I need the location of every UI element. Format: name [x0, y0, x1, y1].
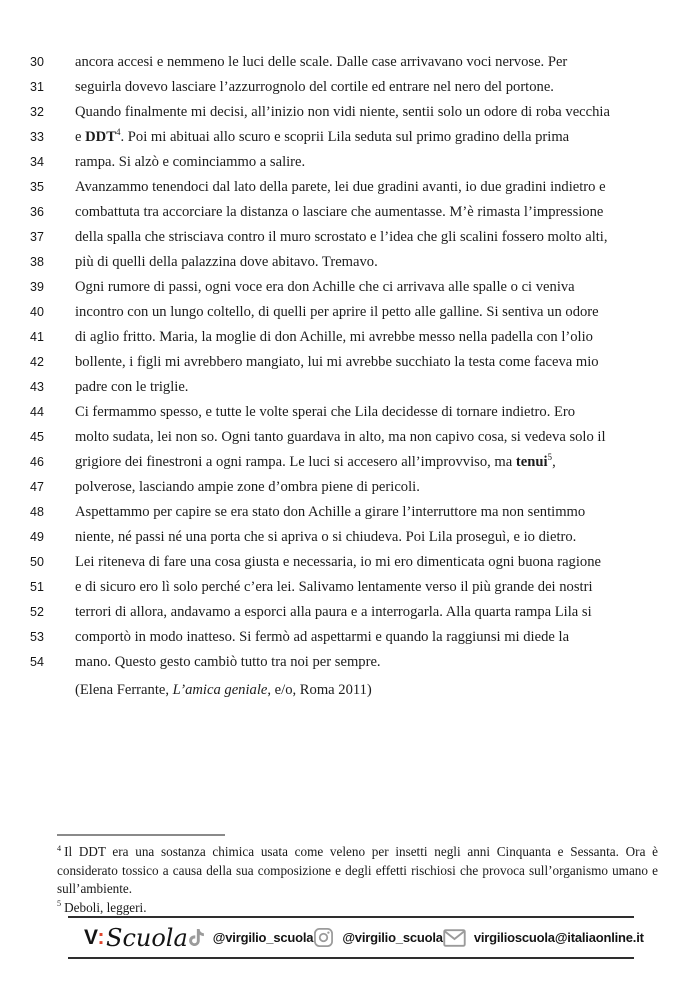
footnote-4	[57, 843, 658, 899]
line-number: 50	[30, 555, 44, 569]
line-number: 52	[30, 605, 44, 619]
footer-bottom-rule	[68, 957, 634, 959]
footnote-marker: 4	[57, 843, 62, 853]
line-number: 38	[30, 255, 44, 269]
logo-v-letter: V	[84, 925, 98, 949]
line-text: padre con le triglie.	[75, 379, 189, 395]
text-line	[30, 375, 678, 400]
line-text: seguirla dovevo lasciare l’azzurrognolo del cortile ed entrare nel nero del portone.	[75, 79, 554, 95]
line-number: 34	[30, 155, 44, 169]
line-text: Ci fermammo spesso, e tutte le volte sperai che Lila decidesse di tornare indietro. Ero	[75, 404, 576, 420]
footer-content	[68, 918, 644, 957]
line-text: ancora accesi e nemmeno le luci delle scale. Dalle case arrivavano voci nervose. Per	[75, 54, 568, 70]
line-text: della spalla che strisciava contro il muro scrostato e l’idea che gli scalini fossero molto alti,	[75, 229, 608, 245]
instagram-contact	[313, 927, 443, 948]
line-text: e DDT$^4$. Poi mi abituai allo scuro e scoprii Lila seduta sul primo gradino della prima	[75, 127, 570, 145]
text-line	[30, 425, 678, 450]
line-text: incontro con un lungo coltello, di quelli per aprire il petto alle galline. Si sentiva un odore	[75, 304, 599, 320]
line-text: Lei riteneva di fare una cosa giusta e necessaria, io mi ero dimenticata ogni buona ragione	[75, 554, 601, 570]
line-number: 31	[30, 80, 44, 94]
text-line	[30, 600, 678, 625]
text-line	[30, 175, 678, 200]
line-number: 37	[30, 230, 44, 244]
line-number: 54	[30, 655, 44, 669]
line-text: Avanzammo tenendoci dal lato della parete, lei due gradini avanti, io due gradini indietro e	[75, 179, 606, 195]
line-text: rampa. Si alzò e cominciammo a salire.	[75, 154, 306, 170]
tiktok-icon	[188, 928, 205, 947]
citation: (Elena Ferrante, L’amica geniale, e/o, Roma 2011)	[75, 682, 372, 698]
instagram-handle: @virgilio_scuola	[342, 930, 443, 945]
line-text: mano. Questo gesto cambiò tutto tra noi per sempre.	[75, 654, 381, 670]
line-number: 46	[30, 455, 44, 469]
footnote-text: Deboli, leggeri.	[64, 899, 147, 915]
line-number: 39	[30, 280, 44, 294]
instagram-icon	[313, 927, 334, 948]
line-number: 49	[30, 530, 44, 544]
text-line	[30, 225, 678, 250]
text-line	[30, 525, 678, 550]
footnotes-section	[57, 834, 658, 917]
footnote-separator	[57, 834, 225, 836]
line-text: Ogni rumore di passi, ogni voce era don Achille che ci arrivava alle spalle o ci veniva	[75, 279, 575, 295]
text-line	[30, 325, 678, 350]
text-line	[30, 75, 678, 100]
text-lines	[30, 50, 678, 675]
text-line	[30, 200, 678, 225]
line-number: 51	[30, 580, 44, 594]
line-text: bollente, i figli mi avrebbero mangiato, lui mi avrebbe succhiato la testa come faceva mio	[75, 354, 599, 370]
line-text: di aglio fritto. Maria, la moglie di don Achille, mi avrebbe messo nella padella con l’olio	[75, 329, 593, 345]
text-line	[30, 550, 678, 575]
text-line	[30, 625, 678, 650]
line-number: 48	[30, 505, 44, 519]
text-line	[30, 400, 678, 425]
logo-script-text: Scuola	[106, 923, 188, 952]
line-text: niente, né passi né una porta che si apriva o si chiudeva. Poi Lila proseguì, e io dietro.	[75, 529, 577, 545]
logo-colon: :	[97, 925, 105, 949]
line-number: 45	[30, 430, 44, 444]
line-number: 32	[30, 105, 44, 119]
line-text: terrori di allora, andavamo a esporci alla paura e a interrogarla. Alla quarta rampa Lila si	[75, 604, 592, 620]
text-line	[30, 350, 678, 375]
text-line	[30, 125, 678, 150]
line-text: comportò in modo inatteso. Si fermò ad aspettarmi e quando la raggiunsi mi diede la	[75, 629, 570, 645]
line-text: più di quelli della palazzina dove abitavo. Tremavo.	[75, 254, 378, 270]
line-number: 30	[30, 55, 44, 69]
email-icon	[443, 929, 466, 947]
email-contact	[443, 929, 644, 947]
virgilio-scuola-logo	[84, 924, 188, 952]
line-text: polverose, lasciando ampie zone d’ombra piene di pericoli.	[75, 479, 420, 495]
footnote-5	[57, 899, 658, 918]
line-number: 44	[30, 405, 44, 419]
text-line	[30, 50, 678, 75]
text-line	[30, 475, 678, 500]
page-footer	[68, 916, 644, 959]
text-line	[30, 650, 678, 675]
line-number: 42	[30, 355, 44, 369]
line-text: molto sudata, lei non so. Ogni tanto guardava in alto, ma non capivo cosa, si vedeva solo il	[75, 429, 606, 445]
line-number: 53	[30, 630, 44, 644]
line-text: Quando finalmente mi decisi, all’inizio non vidi niente, sentii solo un odore di roba vecchia	[75, 104, 610, 120]
footnote-marker: 5	[57, 899, 62, 909]
text-line	[30, 250, 678, 275]
tiktok-handle: @virgilio_scuola	[212, 930, 314, 945]
footnote-list	[57, 843, 658, 917]
line-number: 47	[30, 480, 44, 494]
line-number: 35	[30, 180, 44, 194]
text-line	[30, 450, 678, 475]
email-address: virgilioscuola@italiaonline.it	[473, 930, 644, 945]
line-number: 43	[30, 380, 44, 394]
text-line	[30, 150, 678, 175]
text-line	[30, 275, 678, 300]
line-number: 36	[30, 205, 44, 219]
line-number: 33	[30, 130, 44, 144]
text-line	[30, 100, 678, 125]
line-text: combattuta tra accorciare la distanza o lasciare che aumentasse. M’è rimasta l’impressione	[75, 204, 604, 220]
text-line	[30, 575, 678, 600]
footnote-text: Il DDT era una sostanza chimica usata come veleno per insetti negli anni Cinquanta e Sessanta. Ora è considerato tossico a causa della sua composizione e degli effetti rischiosi che provoca sull’organismo umano e sull’ambiente.	[57, 844, 658, 896]
text-line	[30, 500, 678, 525]
text-line	[30, 300, 678, 325]
line-text: Aspettammo per capire se era stato don Achille a girare l’interruttore ma non sentimmo	[75, 504, 586, 520]
line-text: grigiore dei finestroni a ogni rampa. Le luci si accesero all’improvviso, ma tenui$^5$,	[75, 452, 556, 470]
line-text: e di sicuro ero lì solo perché c’era lei. Salivamo lentamente verso il più grande dei nostri	[75, 579, 593, 595]
line-number: 40	[30, 305, 44, 319]
tiktok-contact	[188, 928, 314, 947]
line-number: 41	[30, 330, 44, 344]
